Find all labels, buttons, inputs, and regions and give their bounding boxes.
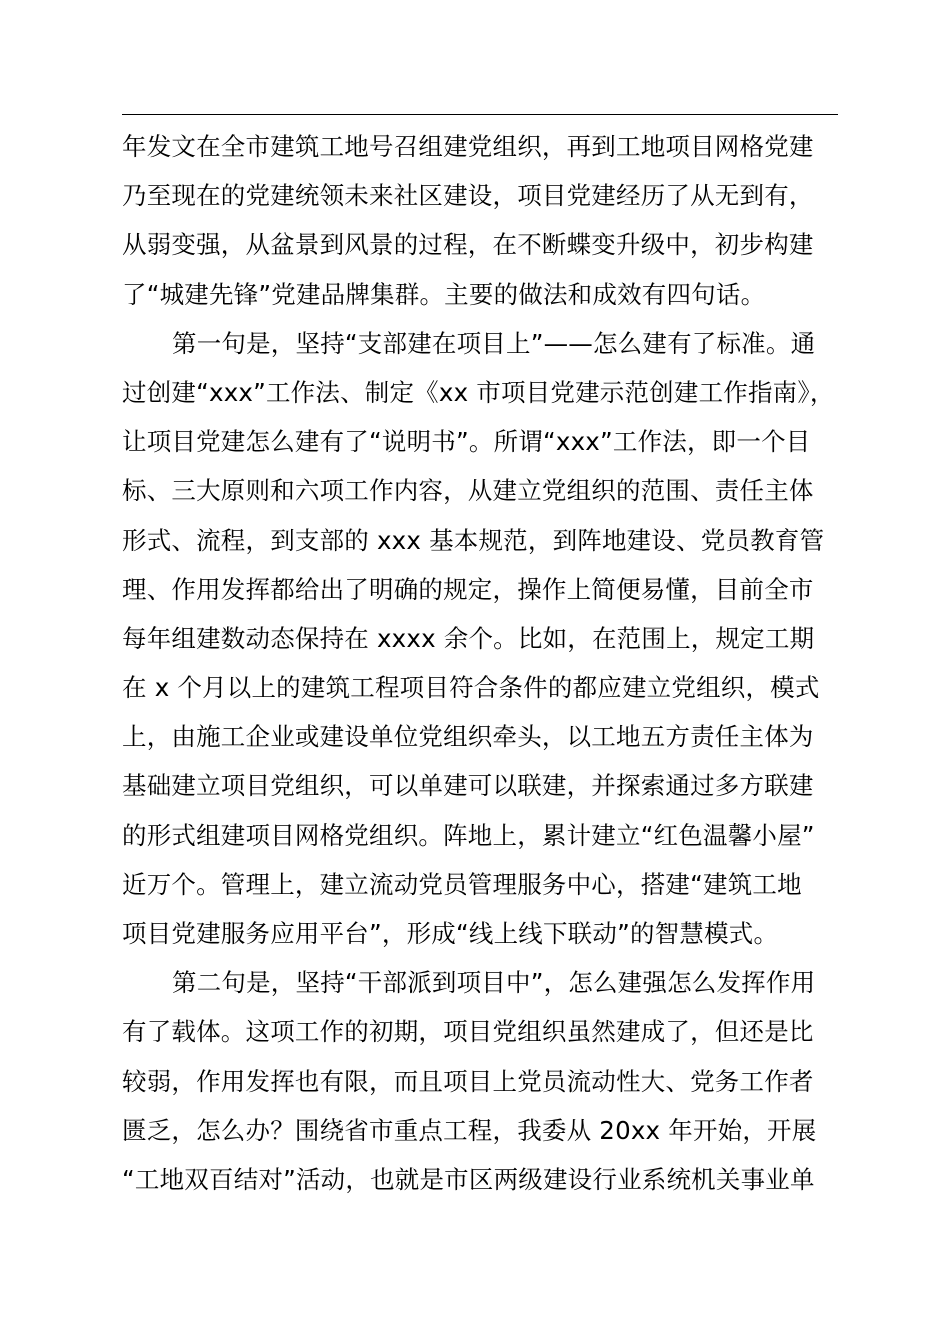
text-line: 的形式组建项目网格党组织。阵地上，累计建立“红色温馨小屋” [122,820,815,850]
text-line: “工地双百结对”活动，也就是市区两级建设行业系统机关事业单 [122,1164,815,1194]
text-line: 匮乏，怎么办？围绕省市重点工程，我委从 20xx 年开始，开展 [122,1115,817,1145]
text-line: 理、作用发挥都给出了明确的规定，操作上简便易懂，目前全市 [122,574,814,604]
text-line: 在 x 个月以上的建筑工程项目符合条件的都应建立党组织，模式 [122,673,820,703]
text-line: 较弱，作用发挥也有限，而且项目上党员流动性大、党务工作者 [122,1066,814,1096]
text-line: 从弱变强，从盆景到风景的过程，在不断蝶变升级中，初步构建 [122,230,814,260]
text-line: 形式、流程，到支部的 xxx 基本规范，到阵地建设、党员教育管 [122,525,825,555]
text-line: 基础建立项目党组织，可以单建可以联建，并探索通过多方联建 [122,771,814,801]
text-line: 上，由施工企业或建设单位党组织牵头，以工地五方责任主体为 [122,722,814,752]
paragraph-first-line: 第一句是，坚持“支部建在项目上”——怎么建有了标准。通 [172,328,816,358]
text-line: 有了载体。这项工作的初期，项目党组织虽然建成了，但还是比 [122,1017,814,1047]
header-rule [122,114,838,115]
text-line: 乃至现在的党建统领未来社区建设，项目党建经历了从无到有， [122,181,814,211]
text-line: 了“城建先锋”党建品牌集群。主要的做法和成效有四句话。 [122,279,766,309]
text-line: 近万个。管理上，建立流动党员管理服务中心，搭建“建筑工地 [122,869,802,899]
text-line: 标、三大原则和六项工作内容，从建立党组织的范围、责任主体 [122,476,814,506]
paragraph-first-line: 第二句是，坚持“干部派到项目中”，怎么建强怎么发挥作用 [172,968,816,998]
text-line: 过创建“xxx”工作法、制定《xx 市项目党建示范创建工作指南》， [122,377,835,407]
body-text [122,122,882,1204]
text-line: 让项目党建怎么建有了“说明书”。所谓“xxx”工作法，即一个目 [122,427,811,457]
text-line: 年发文在全市建筑工地号召组建党组织，再到工地项目网格党建 [122,132,814,161]
text-line: 项目党建服务应用平台”，形成“线上线下联动”的智慧模式。 [122,919,779,948]
text-line: 每年组建数动态保持在 xxxx 余个。比如，在范围上，规定工期 [122,623,815,653]
